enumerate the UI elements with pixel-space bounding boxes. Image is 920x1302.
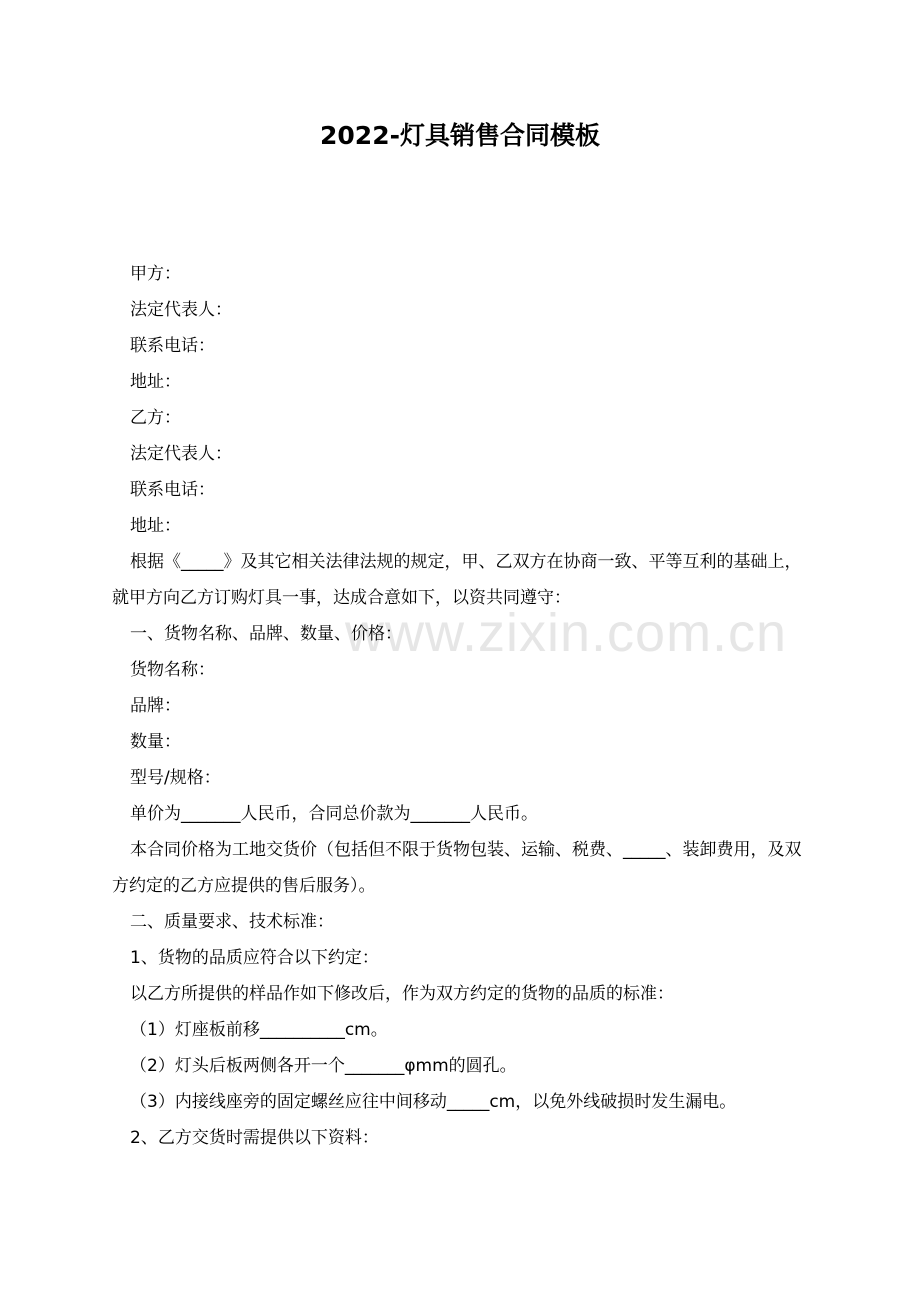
quantity-field: 数量：: [130, 732, 181, 752]
party-a-address: 地址：: [130, 372, 181, 392]
watermark: www.zixin.com.cn: [345, 603, 788, 663]
party-b-phone: 联系电话：: [130, 480, 215, 500]
party-b-address: 地址：: [130, 516, 181, 536]
section-2-heading: 二、质量要求、技术标准：: [130, 912, 334, 932]
party-a-label: 甲方：: [130, 264, 181, 284]
delivery-documents-clause: 2、乙方交货时需提供以下资料：: [130, 1128, 379, 1148]
modification-item-2: （2）灯头后板两侧各开一个_______φmm的圆孔。: [130, 1056, 517, 1076]
party-b-label: 乙方：: [130, 408, 181, 428]
modification-item-3: （3）内接线座旁的固定螺丝应往中间移动_____cm，以免外线破损时发生漏电。: [130, 1092, 737, 1112]
price-clause: 单价为_______人民币，合同总价款为_______人民币。: [130, 804, 538, 824]
section-1-heading: 一、货物名称、品牌、数量、价格：: [130, 624, 402, 644]
goods-name-field: 货物名称：: [130, 660, 215, 680]
party-b-legal-rep: 法定代表人：: [130, 444, 232, 464]
sample-standard-clause: 以乙方所提供的样品作如下修改后，作为双方约定的货物的品质的标准：: [130, 984, 674, 1004]
modification-item-1: （1）灯座板前移__________cm。: [130, 1020, 388, 1040]
document-body: [112, 256, 812, 1156]
model-spec-field: 型号/规格：: [130, 768, 221, 788]
party-a-phone: 联系电话：: [130, 336, 215, 356]
quality-clause-1: 1、货物的品质应符合以下约定：: [130, 948, 379, 968]
price-scope-clause: 本合同价格为工地交货价（包括但不限于货物包装、运输、税费、_____、装卸费用，及双方约定的乙方应提供的售后服务）。: [112, 840, 802, 896]
party-a-legal-rep: 法定代表人：: [130, 300, 232, 320]
brand-field: 品牌：: [130, 696, 181, 716]
preamble-paragraph: 根据《_____》及其它相关法律法规的规定，甲、乙双方在协商一致、平等互利的基础上，就甲方向乙方订购灯具一事，达成合意如下，以资共同遵守：: [112, 552, 802, 608]
document-title: 2022-灯具销售合同模板: [320, 121, 600, 150]
